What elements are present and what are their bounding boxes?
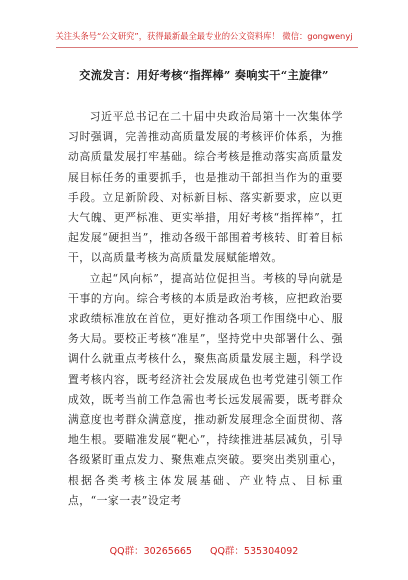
header-divider [56,47,358,48]
paragraph-1: 习近平总书记在二十届中央政治局第十一次集体学习时强调，完善推动高质量发展的考核评价体系，为推动高质量发展打牢基础。综合考核是推动落实高质量发展目标任务的重要抓手，也是推动干部担当作为的重要手段。立足新阶段、对标新目标、落实新要求，应以更大气魄、更严标准、更实举措，用好考核“指挥棒”，扛起发展“硬担当”，推动各级干部围着考核转、盯着目标干，以高质量考核为高质量发展赋能增效。 [68,110,343,265]
footer-contact [0,546,408,558]
document-title: 交流发言：用好考核“指挥棒” 奏响实干“主旋律” [79,68,329,82]
document-body [68,107,343,511]
footer-qq-group-1: QQ群：30265665 [109,546,192,557]
footer-qq-group-2: QQ群：535304092 [209,546,299,557]
paragraph-2: 立起“风向标”，提高站位促担当。考核的导向就是干事的方向。综合考核的本质是政治考核，应把政治要求政绩标准放在首位，更好推动各项工作围绕中心、服务大局。要校正考核“准星”，坚持党中央部署什么、强调什么就重点考核什么，聚焦高质量发展主题，科学设置考核内容，既考经济社会发展成色也考党建引领工作成效，既考当前工作急需也考长远发展需要，既考群众满意度也考群众满意度，推动新发展理念全面贯彻、落地生根。要瞄准发展“靶心”，持续推进基层减负，引导各级紧盯重点发力、聚焦难点突破。要突出类别重心，根据各类考核主体发展基础、产业特点、目标重点，“一家一表”设定考 [68,271,343,507]
header-banner: 关注头条号“公文研究”，获得最新最全最专业的公文资料库！ 微信：gongwenyj [55,31,353,41]
